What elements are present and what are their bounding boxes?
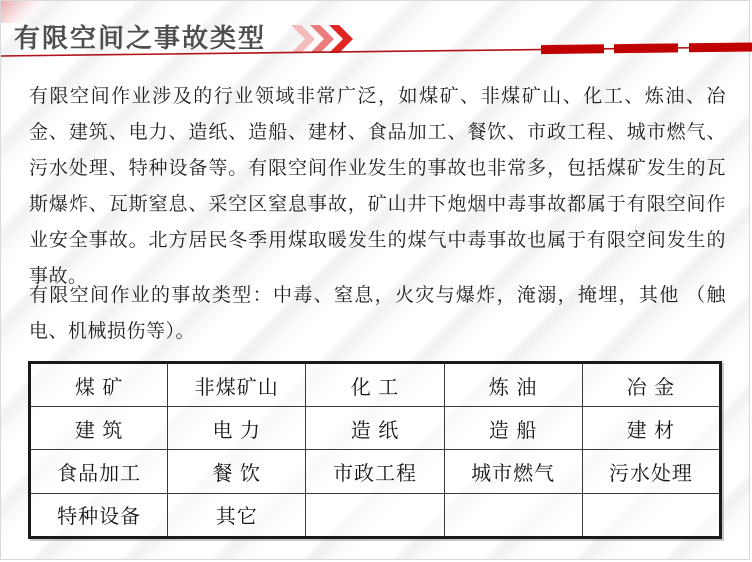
page-title: 有限空间之事故类型 — [14, 23, 267, 53]
industries-table — [28, 361, 722, 539]
table-cell: 城市燃气 — [444, 450, 582, 493]
table-cell: 造 船 — [444, 407, 582, 450]
table-row — [30, 493, 721, 537]
table-cell: 其它 — [168, 493, 306, 537]
table-cell — [444, 493, 582, 537]
table-cell: 建 筑 — [30, 407, 168, 450]
slide-header — [1, 1, 752, 61]
table-cell: 冶 金 — [582, 363, 720, 407]
table-cell: 建 材 — [582, 407, 720, 450]
accident-types-paragraph: 有限空间作业的事故类型：中毒、窒息，火灾与爆炸，淹溺，掩埋，其他 （触电、机械损伤等）。 — [29, 285, 726, 342]
table-cell: 餐 饮 — [168, 450, 306, 493]
table-row — [30, 363, 721, 407]
table-cell: 非煤矿山 — [168, 363, 306, 407]
table-cell: 电 力 — [168, 407, 306, 450]
table-cell: 炼 油 — [444, 363, 582, 407]
table-cell: 市政工程 — [306, 450, 444, 493]
intro-paragraph: 有限空间作业涉及的行业领域非常广泛，如煤矿、非煤矿山、化工、炼油、冶金、建筑、电力、造纸、造船、建材、食品加工、餐饮、市政工程、城市燃气、污水处理、特种设备等。有限空间作业发生的事故也非常多，包括煤矿发生的瓦斯爆炸、瓦斯窒息、采空区窒息事故，矿山井下炮烟中毒事故都属于有限空间作业安全事故。北方居民冬季用煤取暖发生的煤气中毒事故也属于有限空间发生的事故。 — [29, 86, 726, 287]
table-cell: 化 工 — [306, 363, 444, 407]
table-cell: 食品加工 — [30, 450, 168, 493]
table-row — [30, 407, 721, 450]
table-cell — [306, 493, 444, 537]
table-cell: 污水处理 — [582, 450, 720, 493]
table-cell: 造 纸 — [306, 407, 444, 450]
table-row — [30, 450, 721, 493]
table-cell: 特种设备 — [30, 493, 168, 537]
table-cell — [582, 493, 720, 537]
table-cell: 煤 矿 — [30, 363, 168, 407]
header-rule — [1, 1, 752, 61]
